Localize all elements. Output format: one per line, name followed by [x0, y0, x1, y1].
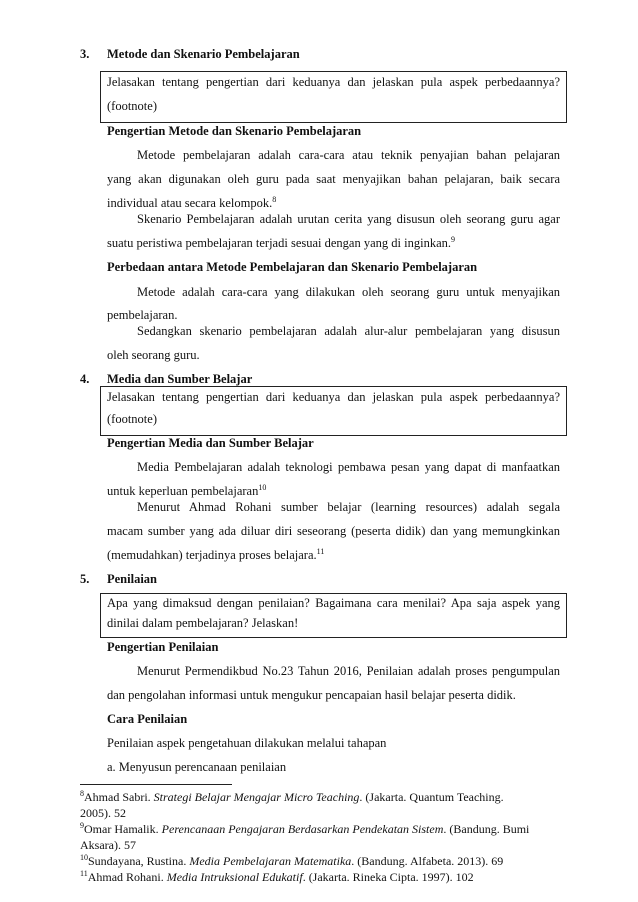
subsection-title: Cara Penilaian [107, 712, 188, 726]
footnote-rest: . (Jakarta. Rineka Cipta. 1997). 102 [302, 870, 474, 884]
paragraph-line: Metode adalah cara-cara yang dilakukan oleh seorang guru untuk menyajikan [137, 285, 560, 299]
footnote-number: 9 [80, 821, 84, 830]
paragraph-line: Penilaian aspek pengetahuan dilakukan melalui tahapan [107, 736, 387, 750]
paragraph-line: Metode pembelajaran adalah cara-cara atau teknik penyajian bahan pelajaran [137, 148, 560, 162]
footnote-author: Ahmad Rohani. [87, 870, 167, 884]
footnote-title: Strategi Belajar Mengajar Micro Teaching [153, 790, 360, 804]
footnote [80, 790, 504, 805]
paragraph-line: Skenario Pembelajaran adalah urutan cerita yang disusun oleh seorang guru agar [137, 212, 560, 226]
footnote [80, 822, 529, 837]
section-number: 4. [80, 372, 90, 386]
question-text: Jelasakan tentang pengertian dari keduanya dan jelaskan pula aspek perbedaannya? [107, 390, 560, 404]
question-text: Apa yang dimaksud dengan penilaian? Bagaimana cara menilai? Apa saja aspek yang [107, 596, 560, 610]
footnote-rest: . (Bandung. Alfabeta. 2013). 69 [351, 854, 504, 868]
paragraph-line: macam sumber yang ada diluar diri seseorang (peserta didik) dan yang memungkinkan [107, 524, 560, 538]
paragraph-line: Media Pembelajaran adalah teknologi pembawa pesan yang dapat di manfaatkan [137, 460, 560, 474]
footnote-ref: 8 [272, 194, 277, 204]
subsection-title: Pengertian Penilaian [107, 640, 219, 654]
paragraph-text: individual atau secara kelompok. [107, 196, 273, 210]
paragraph-line: oleh seorang guru. [107, 348, 200, 362]
paragraph-line: Menurut Ahmad Rohani sumber belajar (learning resources) adalah segala [137, 500, 560, 514]
paragraph-line: Sedangkan skenario pembelajaran adalah alur-alur pembelajaran yang disusun [137, 324, 560, 338]
paragraph-line [107, 548, 324, 563]
paragraph-line [107, 196, 276, 211]
section-title: Media dan Sumber Belajar [107, 372, 253, 386]
paragraph-line: dan pengolahan informasi untuk mengukur pencapaian hasil belajar peserta didik. [107, 688, 516, 702]
paragraph-text: (memudahkan) terjadinya proses belajara. [107, 548, 317, 562]
footnote-ref: 11 [316, 546, 325, 556]
paragraph-line: yang akan digunakan oleh guru pada saat menyajikan bahan pelajaran, baik secara [107, 172, 560, 186]
section-title: Metode dan Skenario Pembelajaran [107, 47, 300, 61]
footnote-continuation: Aksara). 57 [80, 838, 136, 852]
subsection-title: Pengertian Media dan Sumber Belajar [107, 436, 314, 450]
footnote [80, 870, 474, 885]
question-text: (footnote) [107, 99, 157, 113]
footnote-ref: 10 [258, 482, 267, 492]
paragraph-line [107, 236, 455, 251]
question-text: (footnote) [107, 412, 157, 426]
paragraph-line: pembelajaran. [107, 308, 178, 322]
footnote-title: Media Intruksional Edukatif [166, 870, 303, 884]
footnote [80, 854, 503, 869]
footnote-number: 11 [80, 869, 88, 878]
footnote-author: Sundayana, Rustina. [88, 854, 190, 868]
footnote-separator [80, 784, 232, 785]
footnote-number: 10 [80, 853, 88, 862]
footnote-author: Ahmad Sabri. [84, 790, 154, 804]
section-number: 5. [80, 572, 90, 586]
paragraph-line: Menurut Permendikbud No.23 Tahun 2016, Penilaian adalah proses pengumpulan [137, 664, 560, 678]
question-text: Jelasakan tentang pengertian dari keduanya dan jelaskan pula aspek perbedaannya? [107, 75, 560, 89]
footnote-rest: . (Jakarta. Quantum Teaching. [359, 790, 504, 804]
footnote-author: Omar Hamalik. [84, 822, 162, 836]
section-title: Penilaian [107, 572, 158, 586]
footnote-title: Perencanaan Pengajaran Berdasarkan Pendekatan Sistem [161, 822, 444, 836]
paragraph-text: untuk keperluan pembelajaran [107, 484, 259, 498]
footnote-ref: 9 [451, 234, 455, 244]
paragraph-text: suatu peristiwa pembelajaran terjadi sesuai dengan yang di inginkan. [107, 236, 451, 250]
paragraph-line [107, 484, 266, 499]
footnote-title: Media Pembelajaran Matematika [189, 854, 352, 868]
paragraph-line: a. Menyusun perencanaan penilaian [107, 760, 287, 774]
footnote-rest: . (Bandung. Bumi [443, 822, 530, 836]
footnote-number: 8 [80, 789, 84, 798]
question-text: dinilai dalam pembelajaran? Jelaskan! [107, 616, 299, 630]
subsection-title: Perbedaan antara Metode Pembelajaran dan Skenario Pembelajaran [107, 260, 478, 274]
subsection-title: Pengertian Metode dan Skenario Pembelajaran [107, 124, 362, 138]
section-number: 3. [80, 47, 90, 61]
footnote-continuation: 2005). 52 [80, 806, 126, 820]
